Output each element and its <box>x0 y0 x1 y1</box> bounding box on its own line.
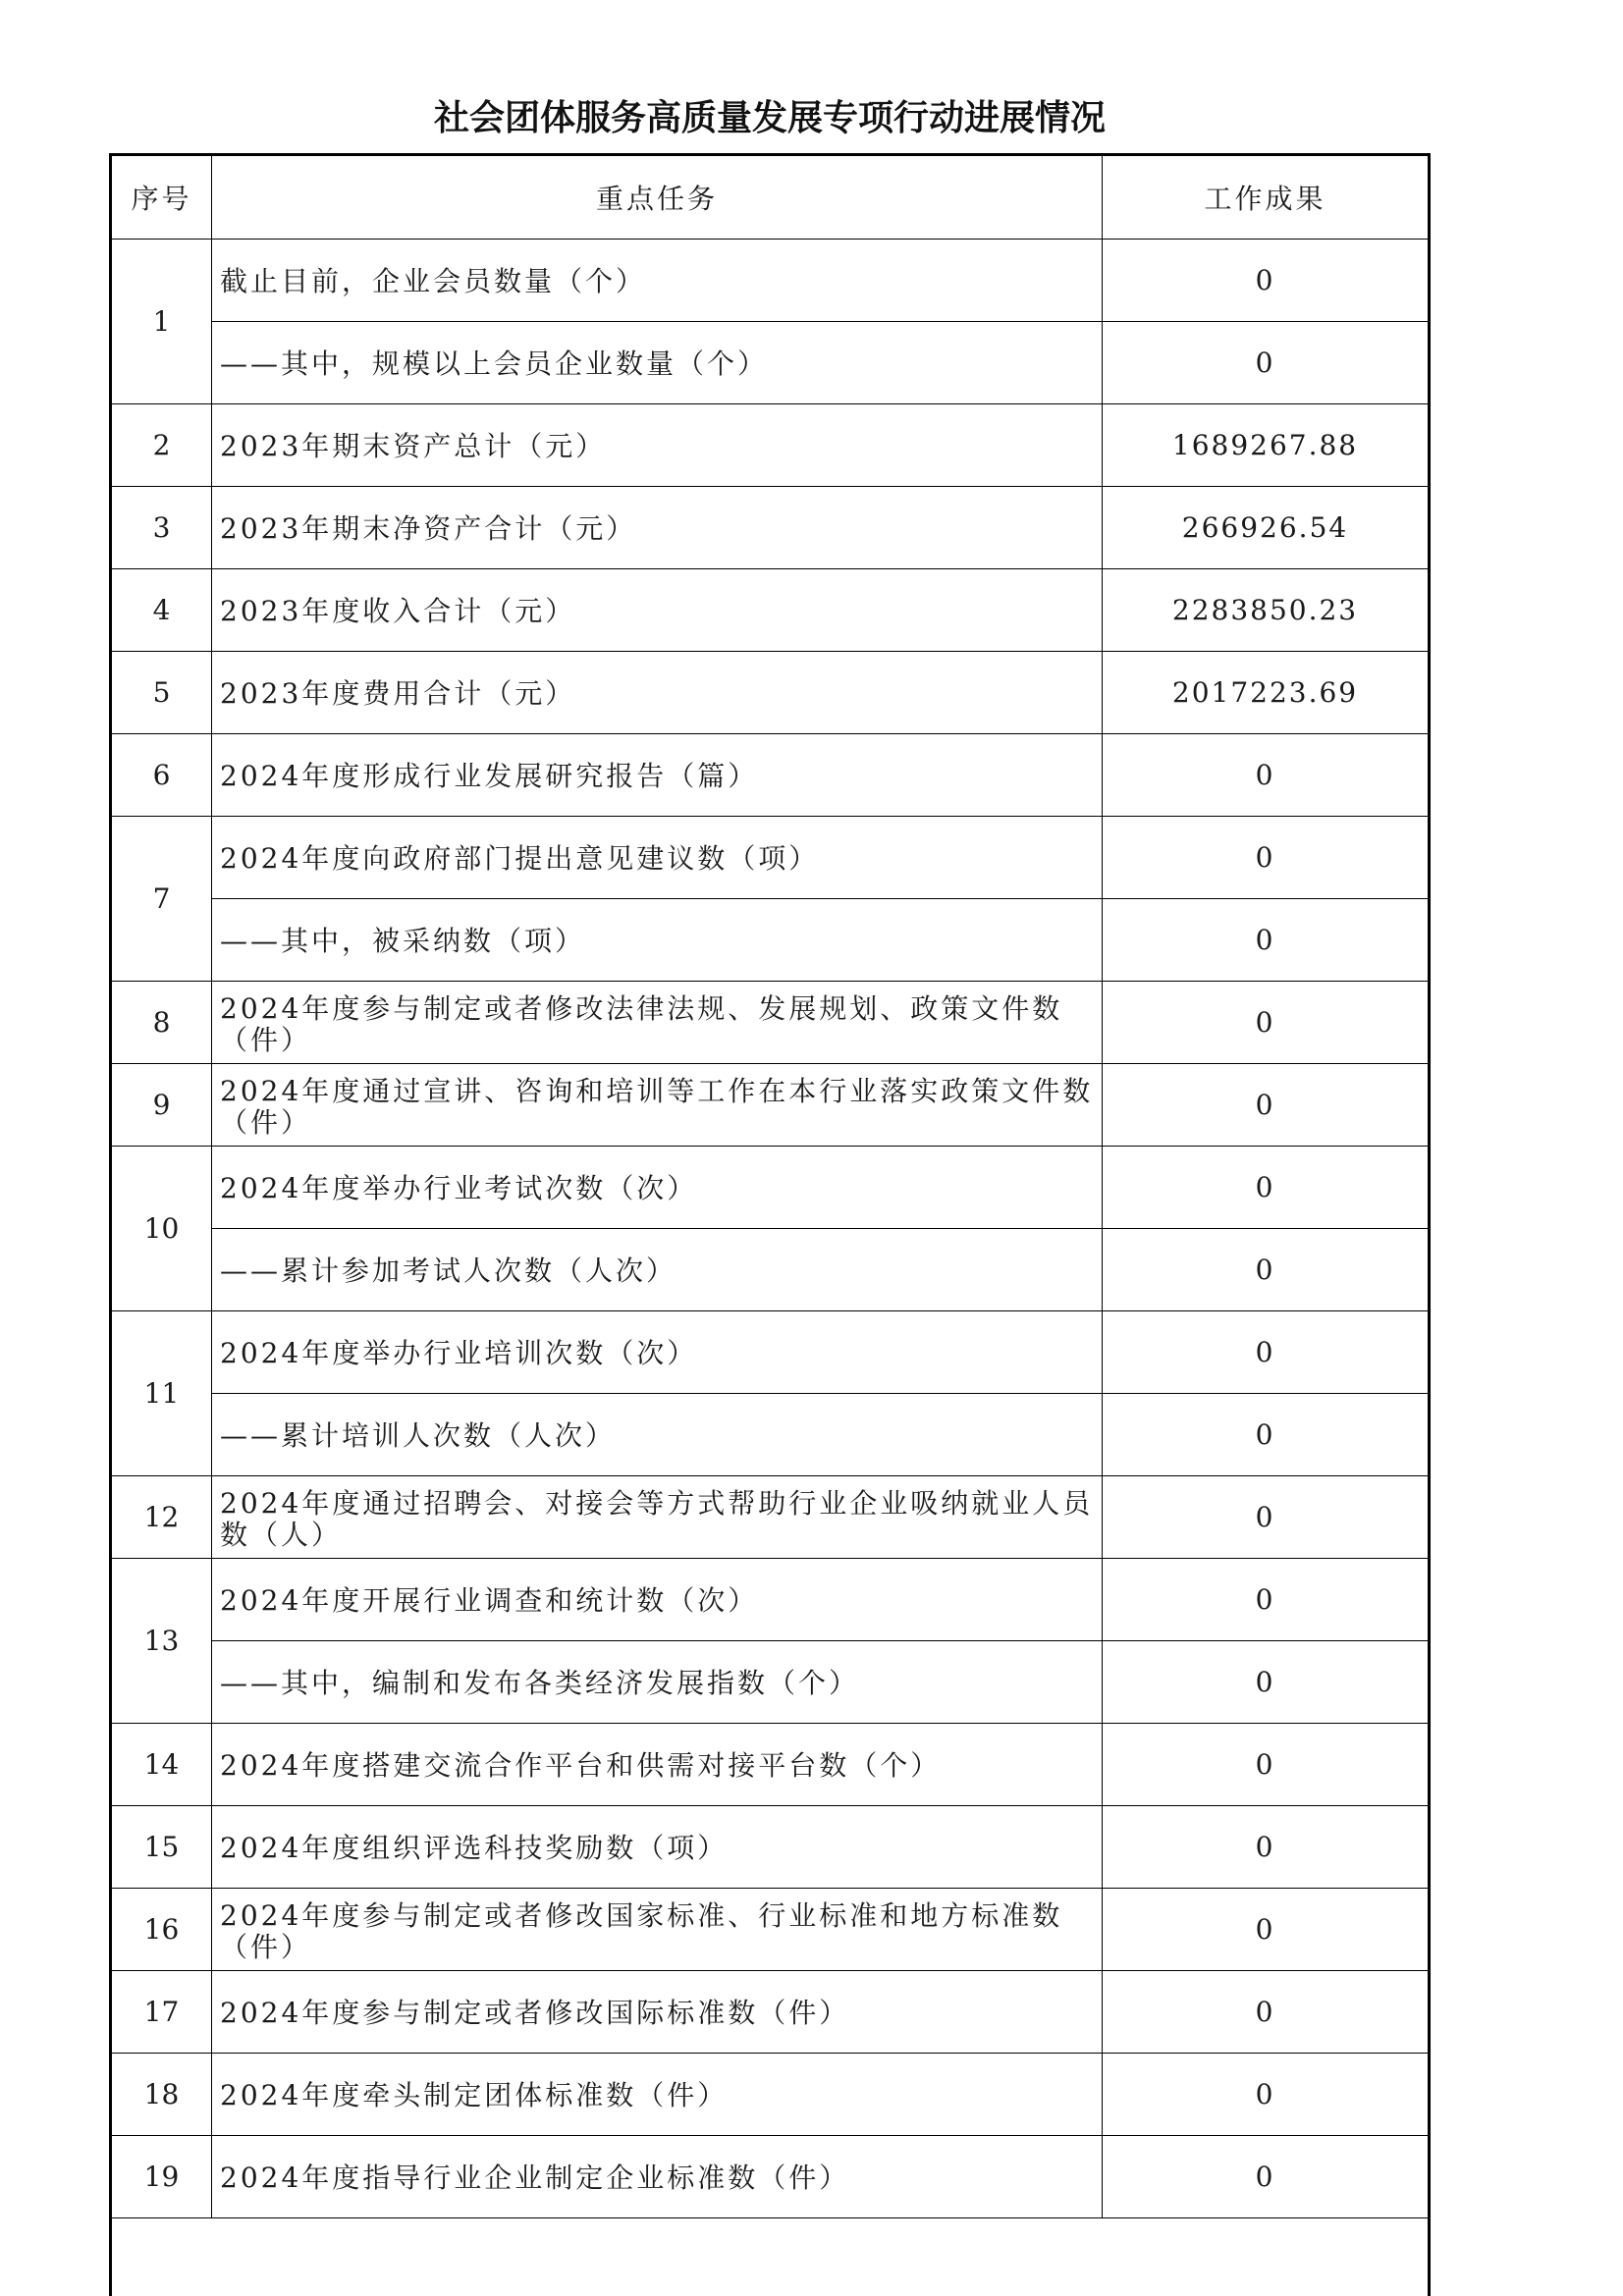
row-number: 1 <box>112 239 212 403</box>
progress-table-container <box>109 153 1431 2296</box>
header-task: 重点任务 <box>212 156 1103 239</box>
task-cell: 2023年度收入合计（元） <box>212 568 1103 651</box>
task-cell: 2024年度参与制定或者修改国家标准、行业标准和地方标准数（件） <box>212 1888 1103 1970</box>
table-row <box>112 568 1428 651</box>
result-cell: 0 <box>1103 816 1429 898</box>
page-title: 社会团体服务高质量发展专项行动进展情况 <box>433 98 1106 138</box>
result-cell: 0 <box>1103 981 1429 1063</box>
table-row <box>112 1063 1428 1146</box>
task-cell: ——其中，被采纳数（项） <box>212 898 1103 981</box>
row-number: 12 <box>112 1475 212 1558</box>
result-cell: 0 <box>1103 1310 1429 1393</box>
result-cell: 0 <box>1103 1805 1429 1888</box>
row-number: 5 <box>112 651 212 733</box>
result-cell: 0 <box>1103 898 1429 981</box>
result-cell: 0 <box>1103 1393 1429 1475</box>
table-row <box>112 1970 1428 2053</box>
row-number: 16 <box>112 1888 212 1970</box>
table-row <box>112 651 1428 733</box>
result-cell: 0 <box>1103 1888 1429 1970</box>
task-cell: ——其中，编制和发布各类经济发展指数（个） <box>212 1640 1103 1723</box>
task-cell: 2024年度开展行业调查和统计数（次） <box>212 1558 1103 1640</box>
row-number: 14 <box>112 1723 212 1805</box>
task-cell: 2024年度搭建交流合作平台和供需对接平台数（个） <box>212 1723 1103 1805</box>
task-cell: 2024年度举办行业考试次数（次） <box>212 1146 1103 1228</box>
table-row <box>112 733 1428 816</box>
task-cell: 2023年期末资产总计（元） <box>212 403 1103 486</box>
task-cell: ——累计参加考试人次数（人次） <box>212 1228 1103 1310</box>
result-cell: 0 <box>1103 1146 1429 1228</box>
table-row <box>112 239 1428 321</box>
table-row <box>112 486 1428 568</box>
row-number: 17 <box>112 1970 212 2053</box>
table-row <box>112 403 1428 486</box>
table-row <box>112 816 1428 898</box>
row-number: 9 <box>112 1063 212 1146</box>
row-number: 7 <box>112 816 212 981</box>
row-number: 2 <box>112 403 212 486</box>
task-cell: 2024年度参与制定或者修改法律法规、发展规划、政策文件数（件） <box>212 981 1103 1063</box>
table-row <box>112 1310 1428 1393</box>
row-number: 6 <box>112 733 212 816</box>
result-cell: 0 <box>1103 2135 1429 2217</box>
row-number: 19 <box>112 2135 212 2217</box>
task-cell: 2024年度形成行业发展研究报告（篇） <box>212 733 1103 816</box>
row-number: 11 <box>112 1310 212 1475</box>
result-cell: 0 <box>1103 2053 1429 2135</box>
result-cell: 0 <box>1103 1558 1429 1640</box>
table-row <box>112 1475 1428 1558</box>
table-row <box>112 1558 1428 1640</box>
task-cell: 2024年度组织评选科技奖励数（项） <box>212 1805 1103 1888</box>
task-cell: 2024年度通过招聘会、对接会等方式帮助行业企业吸纳就业人员数（人） <box>212 1475 1103 1558</box>
task-cell: 2024年度牵头制定团体标准数（件） <box>212 2053 1103 2135</box>
table-row <box>112 1146 1428 1228</box>
result-cell: 0 <box>1103 1640 1429 1723</box>
row-number: 18 <box>112 2053 212 2135</box>
table-row <box>112 1723 1428 1805</box>
task-cell: ——其中，规模以上会员企业数量（个） <box>212 321 1103 403</box>
result-cell: 2017223.69 <box>1103 651 1429 733</box>
table-row <box>112 1640 1428 1723</box>
task-cell: 2023年度费用合计（元） <box>212 651 1103 733</box>
table-row <box>112 1888 1428 1970</box>
task-cell: 2024年度向政府部门提出意见建议数（项） <box>212 816 1103 898</box>
result-cell: 0 <box>1103 321 1429 403</box>
task-cell: 2024年度指导行业企业制定企业标准数（件） <box>212 2135 1103 2217</box>
result-cell: 0 <box>1103 1723 1429 1805</box>
row-number: 3 <box>112 486 212 568</box>
row-number: 8 <box>112 981 212 1063</box>
table-row <box>112 1228 1428 1310</box>
result-cell: 266926.54 <box>1103 486 1429 568</box>
table-row <box>112 321 1428 403</box>
task-cell: ——累计培训人次数（人次） <box>212 1393 1103 1475</box>
row-number: 15 <box>112 1805 212 1888</box>
row-number: 13 <box>112 1558 212 1723</box>
table-row <box>112 2053 1428 2135</box>
header-no: 序号 <box>112 156 212 239</box>
result-cell: 0 <box>1103 1228 1429 1310</box>
result-cell: 1689267.88 <box>1103 403 1429 486</box>
table-row <box>112 1805 1428 1888</box>
result-cell: 0 <box>1103 1970 1429 2053</box>
result-cell: 0 <box>1103 1063 1429 1146</box>
header-result: 工作成果 <box>1103 156 1429 239</box>
task-cell: 2024年度参与制定或者修改国际标准数（件） <box>212 1970 1103 2053</box>
task-cell: 2023年期末净资产合计（元） <box>212 486 1103 568</box>
result-cell: 0 <box>1103 1475 1429 1558</box>
result-cell: 0 <box>1103 239 1429 321</box>
result-cell: 0 <box>1103 733 1429 816</box>
table-header-row <box>112 156 1428 239</box>
progress-table <box>112 156 1428 2218</box>
task-cell: 2024年度举办行业培训次数（次） <box>212 1310 1103 1393</box>
task-cell: 2024年度通过宣讲、咨询和培训等工作在本行业落实政策文件数（件） <box>212 1063 1103 1146</box>
result-cell: 2283850.23 <box>1103 568 1429 651</box>
table-row <box>112 898 1428 981</box>
row-number: 10 <box>112 1146 212 1310</box>
row-number: 4 <box>112 568 212 651</box>
task-cell: 截止目前，企业会员数量（个） <box>212 239 1103 321</box>
table-row <box>112 981 1428 1063</box>
table-row <box>112 1393 1428 1475</box>
table-row <box>112 2135 1428 2217</box>
